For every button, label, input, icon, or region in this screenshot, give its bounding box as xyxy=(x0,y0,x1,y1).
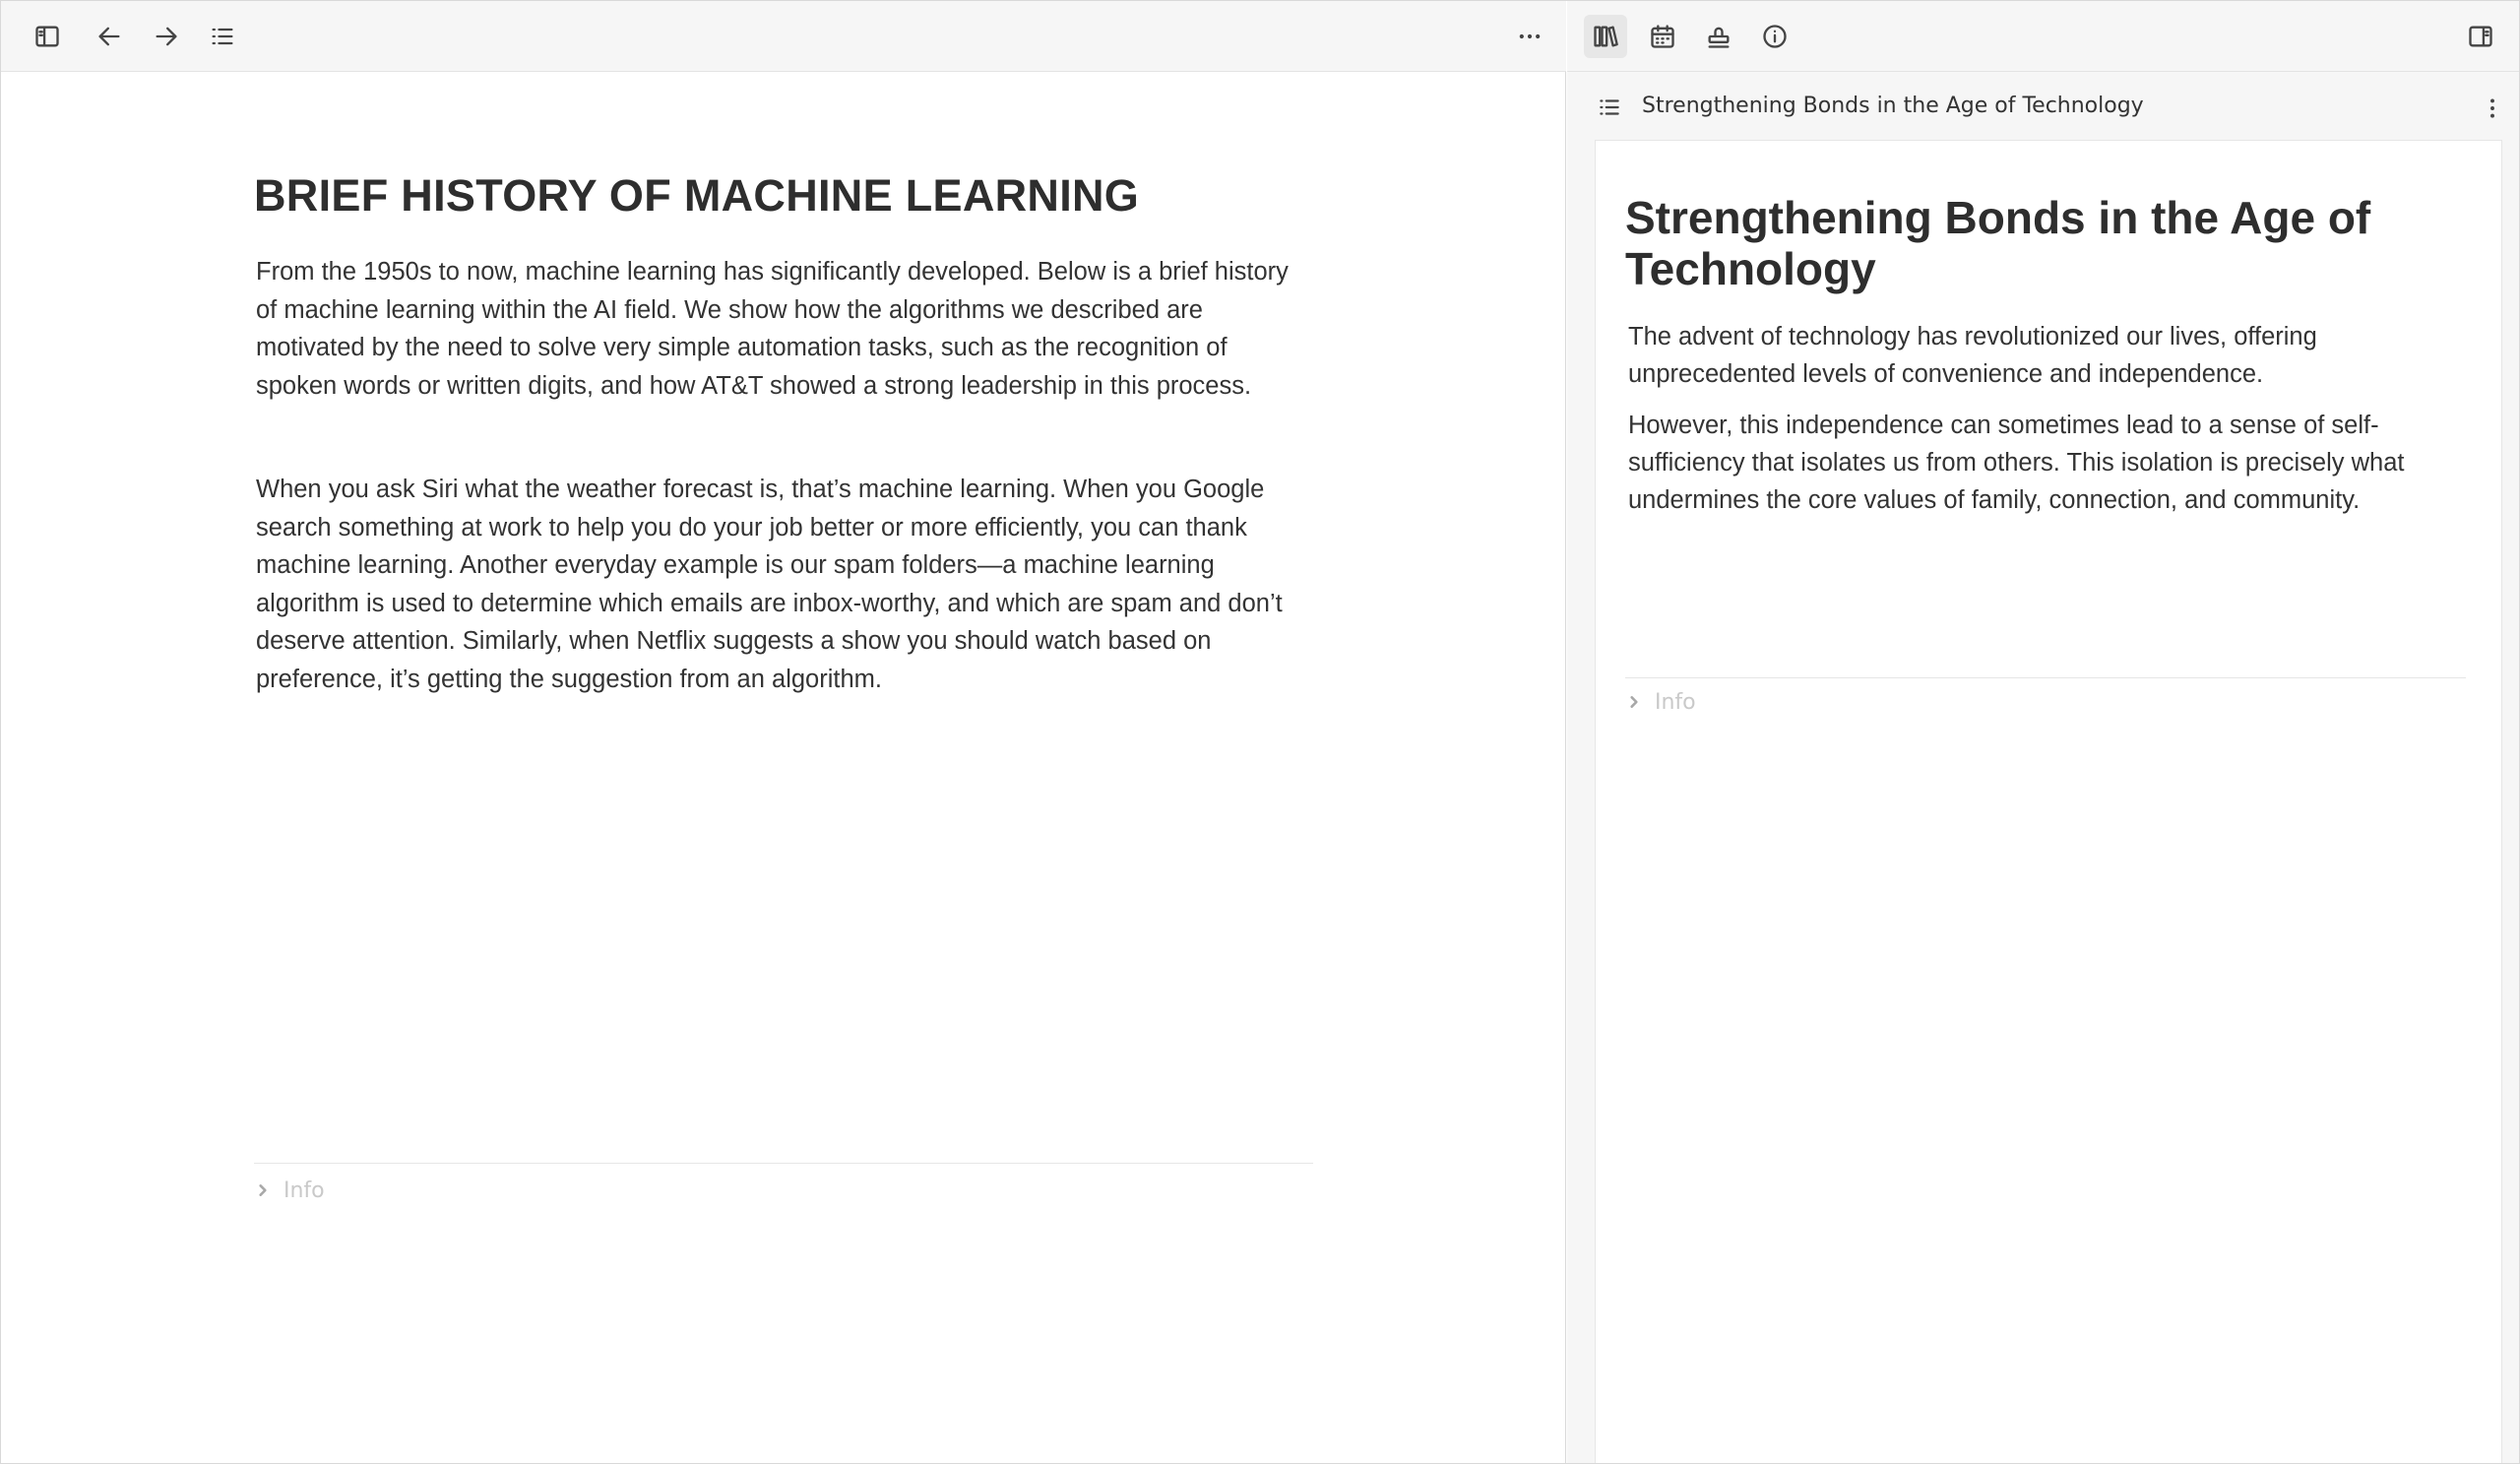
note-preview-card xyxy=(1595,140,2502,1463)
info-circle-icon xyxy=(1761,23,1789,50)
calendar-icon xyxy=(1649,23,1676,50)
divider xyxy=(1625,677,2466,678)
info-toggle[interactable] xyxy=(1627,690,1696,715)
sidebar-right-icon xyxy=(2467,23,2494,50)
forward-button[interactable] xyxy=(145,15,188,58)
chevron-right-icon xyxy=(256,1178,270,1203)
divider xyxy=(254,1163,1313,1164)
more-vertical-icon xyxy=(2480,95,2505,121)
outline-button[interactable] xyxy=(1595,93,1624,122)
calendar-tab[interactable] xyxy=(1641,15,1684,58)
library-icon xyxy=(1592,23,1619,50)
sidebar-right-toggle-button[interactable] xyxy=(2459,15,2502,58)
note-header xyxy=(1567,84,2519,133)
note-header-title[interactable]: Strengthening Bonds in the Age of Technology xyxy=(1642,94,2144,118)
chevron-right-icon xyxy=(1627,690,1641,715)
right-document[interactable] xyxy=(1625,192,2472,533)
info-label: Info xyxy=(284,1178,325,1203)
info-toggle[interactable] xyxy=(256,1178,325,1203)
back-button[interactable] xyxy=(88,15,131,58)
right-toolbar xyxy=(1567,1,2519,72)
arrow-right-icon xyxy=(153,23,180,50)
document-title[interactable]: Strengthening Bonds in the Age of Technology xyxy=(1625,192,2371,294)
document-title[interactable]: BRIEF HISTORY OF MACHINE LEARNING xyxy=(254,170,1140,221)
stamp-icon xyxy=(1705,23,1732,50)
left-document[interactable] xyxy=(254,170,1314,764)
paragraph[interactable]: When you ask Siri what the weather forecast is, that’s machine learning. When you Google search something at work to help you do your job better or more efficiently, you can thank machine learning. Another everyday example is our spam folders—a machine learning algorithm is used to determine which emails are inbox-worthy, and which are spam and don’t deserve attention. Similarly, when Netflix suggests a show you should watch based on preference, it’s getting the suggestion from an algorithm. xyxy=(256,476,1283,693)
library-tab[interactable] xyxy=(1584,15,1627,58)
sidebar-left-icon xyxy=(33,23,61,50)
list-icon xyxy=(1597,95,1622,120)
more-options-button[interactable] xyxy=(1508,15,1551,58)
left-editor-pane xyxy=(1,1,1566,1463)
stamp-tab[interactable] xyxy=(1697,15,1740,58)
info-tab[interactable] xyxy=(1753,15,1796,58)
paragraph[interactable]: However, this independence can sometimes lead to a sense of self-sufficiency that isolates us from others. This isolation is precisely what undermines the core values of family, connection, and community. xyxy=(1628,412,2405,514)
right-sidebar-pane xyxy=(1567,1,2519,1463)
info-label: Info xyxy=(1655,690,1696,715)
paragraph[interactable]: From the 1950s to now, machine learning has significantly developed. Below is a brief history of machine learning within the AI field. We show how the algorithms we described are motivated by the need to solve very simple automation tasks, such as the recognition of spoken words or written digits, and how AT&T showed a strong leadership in this process. xyxy=(256,258,1289,400)
paragraph[interactable]: The advent of technology has revolutionized our lives, offering unprecedented levels of convenience and independence. xyxy=(1628,323,2317,388)
more-horizontal-icon xyxy=(1516,23,1544,50)
list-icon xyxy=(209,23,236,50)
sidebar-toggle-button[interactable] xyxy=(26,15,69,58)
left-toolbar xyxy=(1,1,1566,72)
arrow-left-icon xyxy=(95,23,123,50)
outline-button[interactable] xyxy=(201,15,244,58)
note-menu-button[interactable] xyxy=(2478,92,2507,125)
